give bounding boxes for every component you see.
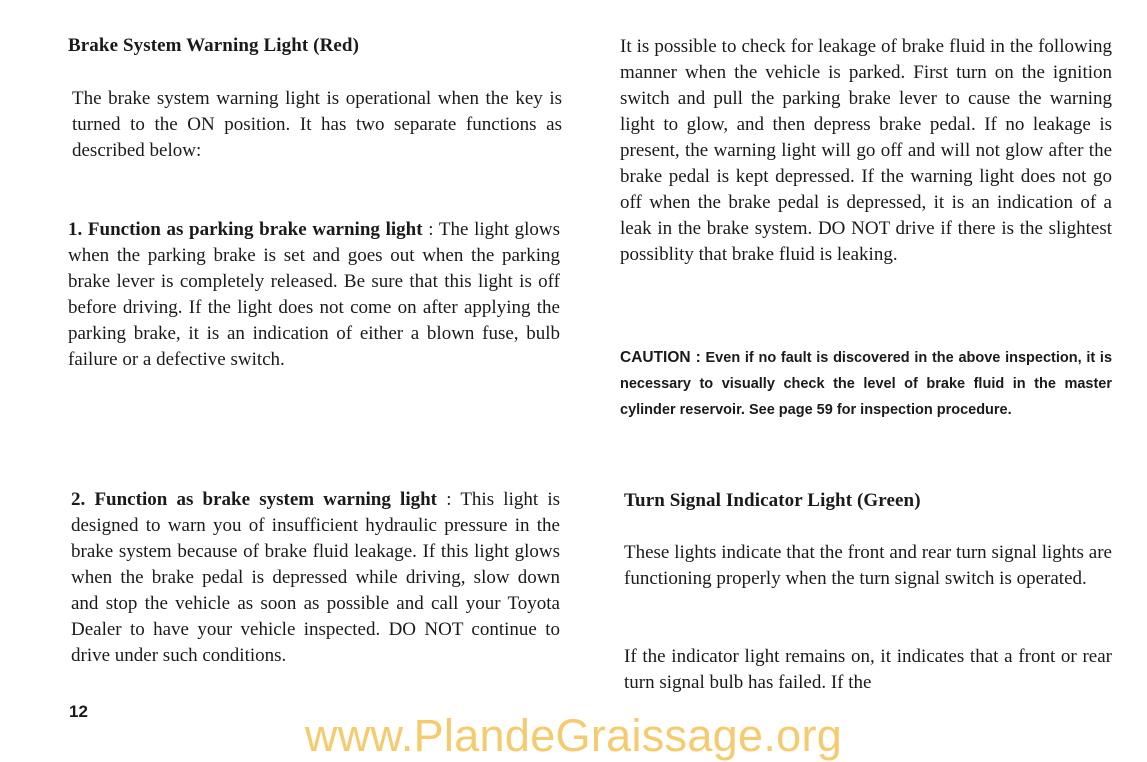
function2-title: 2. Function as brake system warning light xyxy=(71,489,438,510)
caution-label: CAUTION : xyxy=(620,349,701,366)
function1-separator: : xyxy=(422,219,439,240)
function2-body: This light is designed to warn you of insufficient hydraulic pressure in the brake system because of brake fluid leakage. If this light glows when the brake pedal is depressed while driving, slow down and stop the vehicle as soon as possible and call your Toyota Dealer to have your vehicle inspected. DO NOT continue to drive under such conditions. xyxy=(71,489,560,666)
leak-check-paragraph: It is possible to check for leakage of brake fluid in the following manner when the vehicle is parked. First turn on the ignition switch and pull the parking brake lever to cause the warning light to glow, and then depress brake pedal. If no leakage is present, the warning light will go off and will not glow after the brake pedal is kept depressed. If the warning light does not go off when the brake pedal is depressed, it is an indication of a leak in the brake system. DO NOT drive if there is the slightest possiblity that brake fluid is leaking. xyxy=(620,36,1112,265)
watermark-link[interactable]: www.PlandeGraissage.org xyxy=(304,710,843,761)
function1-paragraph xyxy=(68,217,560,373)
caution-body: Even if no fault is discovered in the above inspection, it is necessary to visually check the level of brake fluid in the master cylinder reservoir. See page 59 for inspection procedure. xyxy=(620,350,1113,418)
brake-warning-heading: Brake System Warning Light (Red) xyxy=(68,35,360,56)
intro-paragraph: The brake system warning light is operational when the key is turned to the ON position. It has two separate functions as described below: xyxy=(72,88,562,161)
turn-signal-heading: Turn Signal Indicator Light (Green) xyxy=(624,490,921,511)
turn-signal-paragraph-1: These lights indicate that the front and rear turn signal lights are functioning properly when the turn signal switch is operated. xyxy=(624,542,1112,589)
function2-separator: : xyxy=(437,489,461,510)
caution-note xyxy=(620,345,1112,423)
function1-body: The light glows when the parking brake is set and goes out when the parking brake lever is completely released. Be sure that this light is off before driving. If the light does not come on after applying the parking brake, it is an indication of either a blown fuse, bulb failure or a defective switch. xyxy=(68,219,561,370)
turn-signal-paragraph-2: If the indicator light remains on, it indicates that a front or rear turn signal bulb has failed. If the xyxy=(624,646,1112,693)
page-number: 12 xyxy=(69,702,88,721)
function1-title: 1. Function as parking brake warning light xyxy=(68,219,423,240)
function2-paragraph xyxy=(71,487,560,669)
